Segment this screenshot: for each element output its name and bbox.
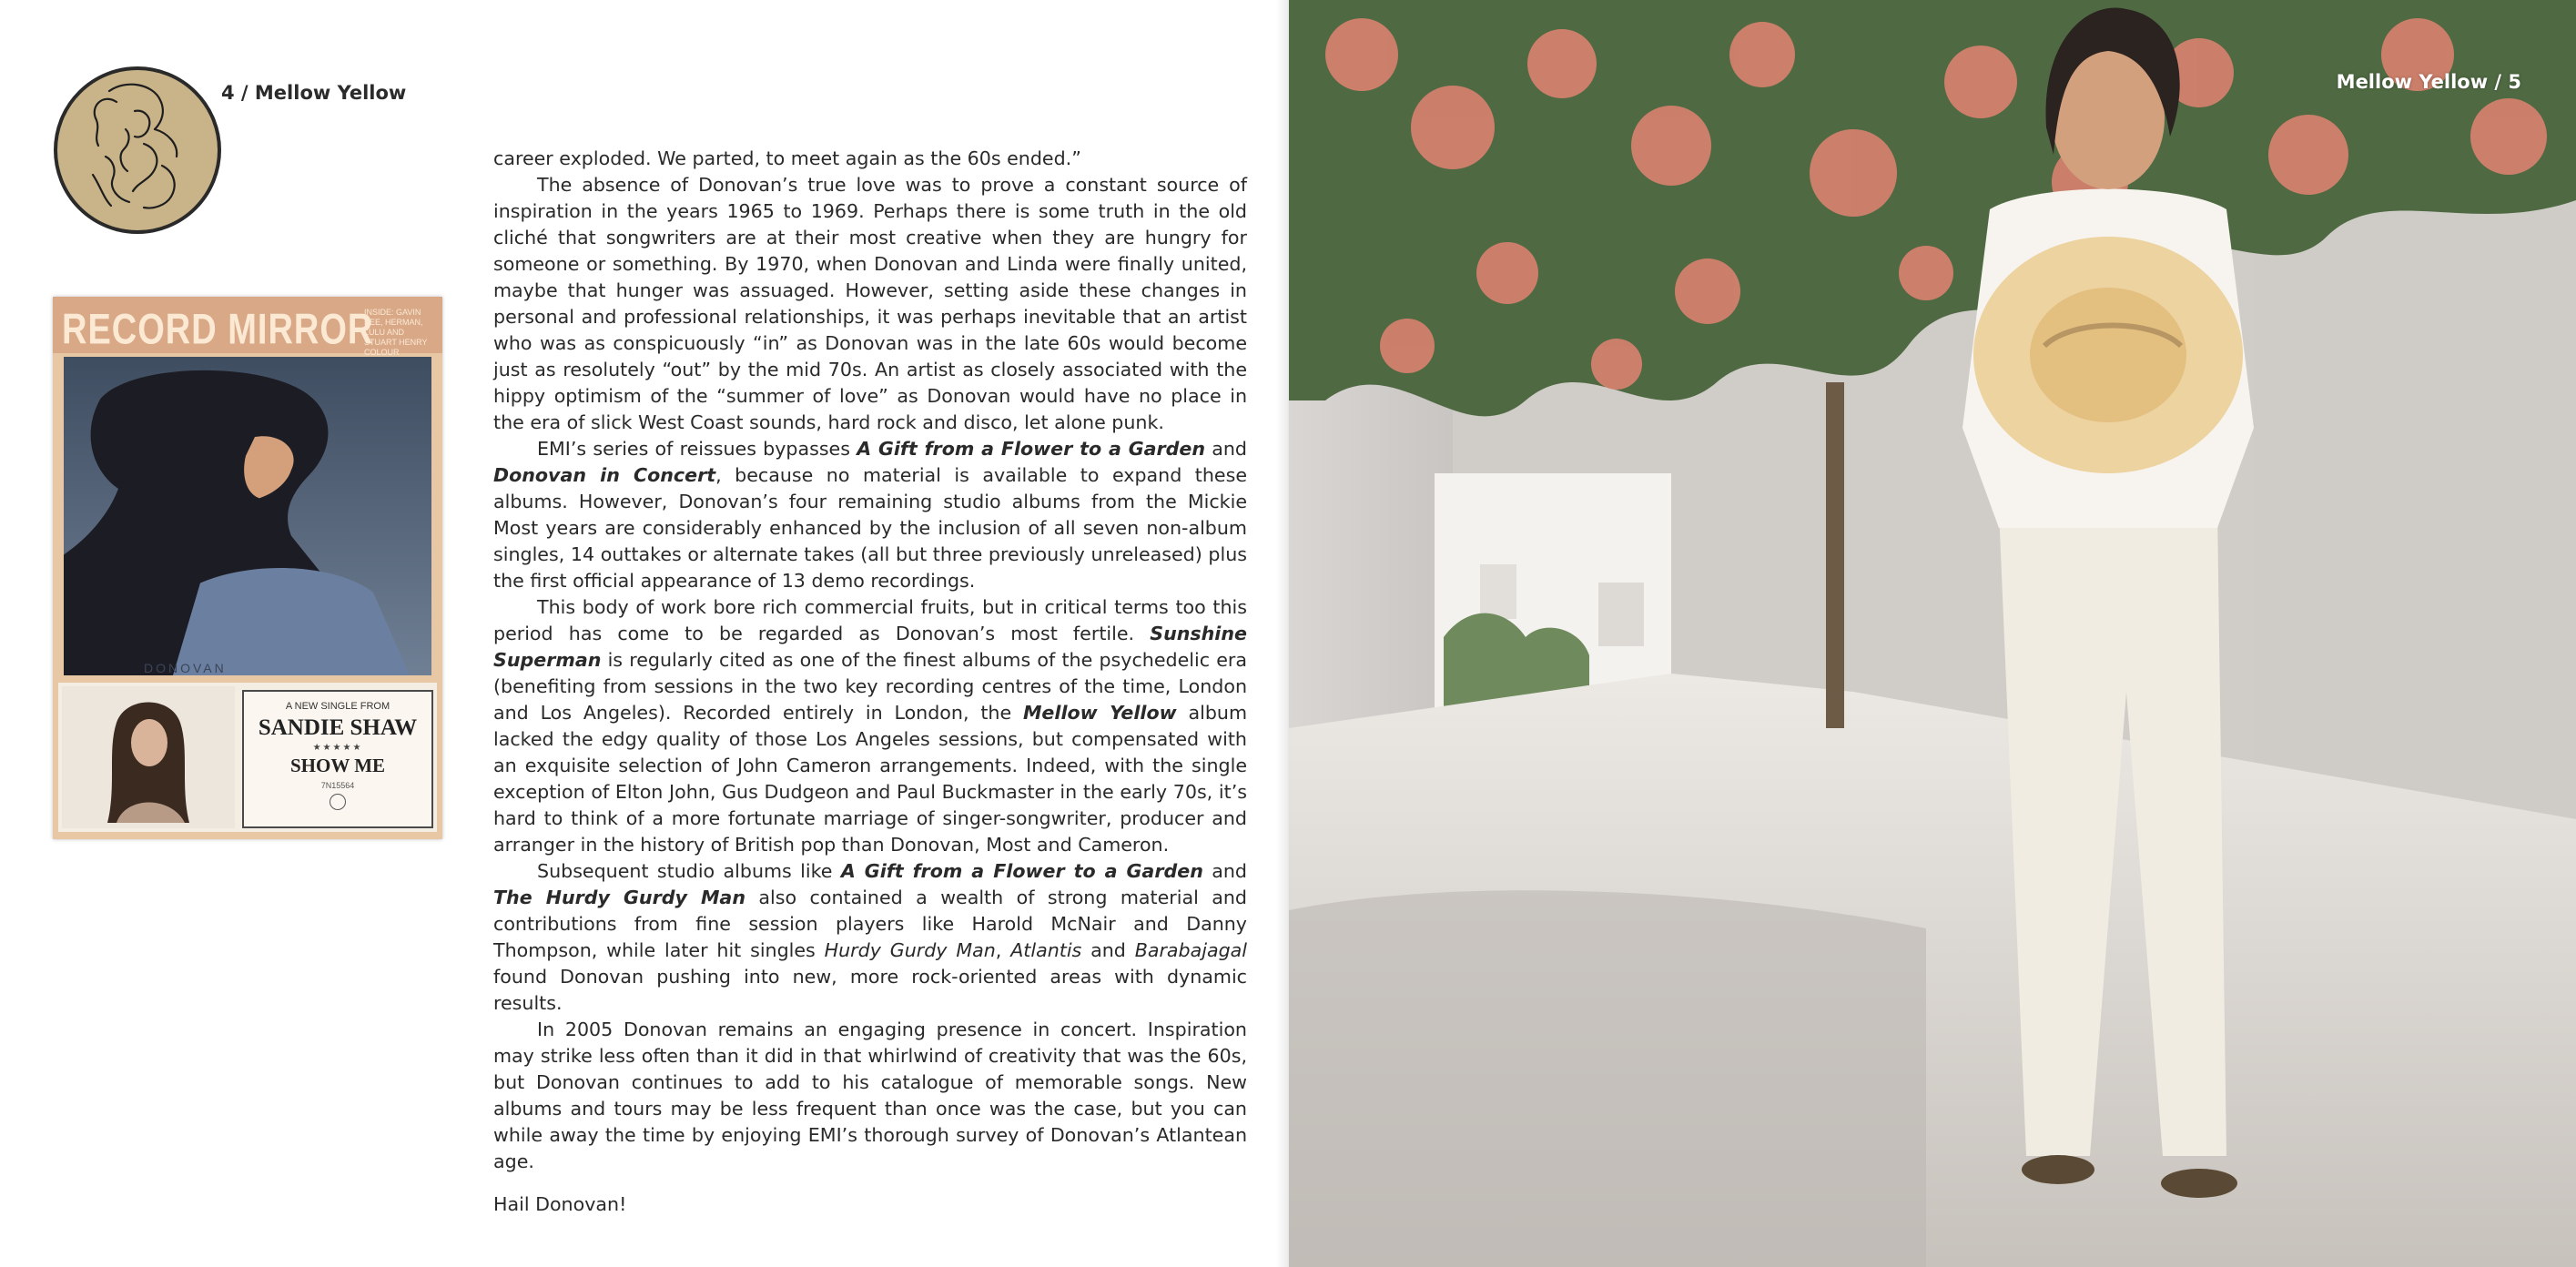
song-title: Atlantis bbox=[1010, 939, 1082, 961]
text-run: In 2005 Donovan remains an engaging presence in concert. Inspiration may strike less often than it did in that whirlwind of creativity that was the 60s, but Donovan continues to add to his catalogue of memorable songs. New albums and tours may be less frequent than once was the case, but you can while away the time by enjoying EMI’s thorough survey of Donovan’s Atlantean age. bbox=[493, 1019, 1247, 1172]
album-title: The Hurdy Gurdy Man bbox=[493, 887, 745, 908]
closing-line: Hail Donovan! bbox=[493, 1193, 627, 1215]
song-title: Barabajagal bbox=[1134, 939, 1247, 961]
text-run: career exploded. We parted, to meet again as the 60s ended.” bbox=[493, 147, 1081, 169]
magazine-credits: INSIDE: GAVIN BEE, HERMAN, LULU AND STUART HENRY COLOUR bbox=[364, 308, 428, 357]
advert-text-panel bbox=[242, 690, 433, 828]
text-run: , bbox=[995, 939, 1011, 961]
text-run: and bbox=[1205, 438, 1247, 460]
paragraph bbox=[493, 594, 1247, 858]
album-title: A Gift from a Flower to a Garden bbox=[857, 438, 1206, 460]
sandie-shaw-photo bbox=[62, 686, 235, 828]
text-run: The absence of Donovan’s true love was to prove a constant source of inspiration in the years 1965 to 1969. Perhaps there is some truth in the old cliché that songwriters are at their most creative when they are hungry for someone or something. By 1970, when Donovan and Linda were finally united, maybe that hunger was assuaged. However, setting aside these changes in personal and professional relationships, it was perhaps inevitable that an artist who was as conspicuously “in” as Donovan was in the late 60s would become just as resolutely “out” by the mid 70s. An artist as closely associated with the hippy optimism of the “summer of love” as Donovan would have no place in the era of slick West Coast sounds, hard rock and disco, let alone punk. bbox=[493, 174, 1247, 433]
album-title: Sunshine Superman bbox=[493, 623, 1247, 671]
magazine-title: RECORD MIRROR bbox=[62, 306, 374, 354]
magazine-masthead bbox=[53, 297, 442, 357]
song-title: Hurdy Gurdy Man bbox=[824, 939, 996, 961]
article-body bbox=[493, 146, 1247, 1218]
paragraph bbox=[493, 146, 1247, 172]
album-title: A Gift from a Flower to a Garden bbox=[840, 860, 1203, 882]
text-run: and bbox=[1202, 860, 1248, 882]
record-label-logo-icon bbox=[330, 794, 346, 810]
text-run: found Donovan pushing into new, more rock-oriented areas with dynamic results. bbox=[493, 966, 1247, 1014]
text-run: EMI’s series of reissues bypasses bbox=[537, 438, 857, 460]
record-mirror-magazine-cover bbox=[53, 297, 442, 839]
advert-catalog-number: 7N15564 bbox=[320, 781, 355, 790]
left-page bbox=[0, 0, 1285, 1267]
paragraph bbox=[493, 436, 1247, 594]
advert-artist: SANDIE SHAW bbox=[258, 715, 418, 740]
paragraph bbox=[493, 858, 1247, 1017]
album-title: Mellow Yellow bbox=[1022, 702, 1177, 724]
text-run: This body of work bore rich commercial fruits, but in critical terms too this period has come to be regarded as Donovan’s most fertile. bbox=[493, 596, 1247, 644]
text-run: also contained a wealth of strong material and contributions from fine session players like Harold McNair and Danny Thompson, while later hit singles bbox=[493, 887, 1247, 961]
donovan-photograph bbox=[1289, 0, 2576, 1267]
paragraph bbox=[493, 172, 1247, 436]
cover-caption: DONOVAN bbox=[144, 661, 227, 675]
text-run: album lacked the edgy quality of those Los Angeles sessions, but compensated with an exquisite selection of John Cameron arrangements. Indeed, with the single exception of Elton John, Gus Dudgeon and Paul Buckmaster in the early 70s, it’s hard to think of a more fortunate marriage of singer-songwriter, producer and arranger in the history of British pop than Donovan, Most and Cameron. bbox=[493, 702, 1248, 856]
paragraph bbox=[493, 1017, 1247, 1175]
advert-stars: ★★★★★ bbox=[312, 743, 363, 753]
right-page-photo bbox=[1289, 0, 2576, 1267]
text-run: is regularly cited as one of the finest albums of the psychedelic era (benefiting from sessions in the two key recording centres of the time, London and Los Angeles). Recorded entirely in London, the bbox=[493, 649, 1247, 724]
donovan-cover-photo bbox=[64, 357, 431, 675]
page-number-right: Mellow Yellow / 5 bbox=[2336, 71, 2521, 93]
line-drawing-emblem bbox=[53, 66, 222, 235]
page-number-left: 4 / Mellow Yellow bbox=[221, 82, 407, 104]
text-run: Subsequent studio albums like bbox=[537, 860, 841, 882]
advert-single-title: SHOW ME bbox=[289, 755, 386, 776]
single-advert bbox=[58, 683, 437, 832]
album-title: Donovan in Concert bbox=[493, 464, 716, 486]
advert-intro: A NEW SINGLE FROM bbox=[285, 701, 390, 712]
text-run: , because no material is available to expand these albums. However, Donovan’s four remaining studio albums from the Mickie Most years are considerably enhanced by the inclusion of all seven non-album singles, 14 outtakes or alternate takes (all but three previously unreleased) plus the first official appearance of 13 demo recordings. bbox=[493, 464, 1247, 592]
text-run: and bbox=[1081, 939, 1135, 961]
